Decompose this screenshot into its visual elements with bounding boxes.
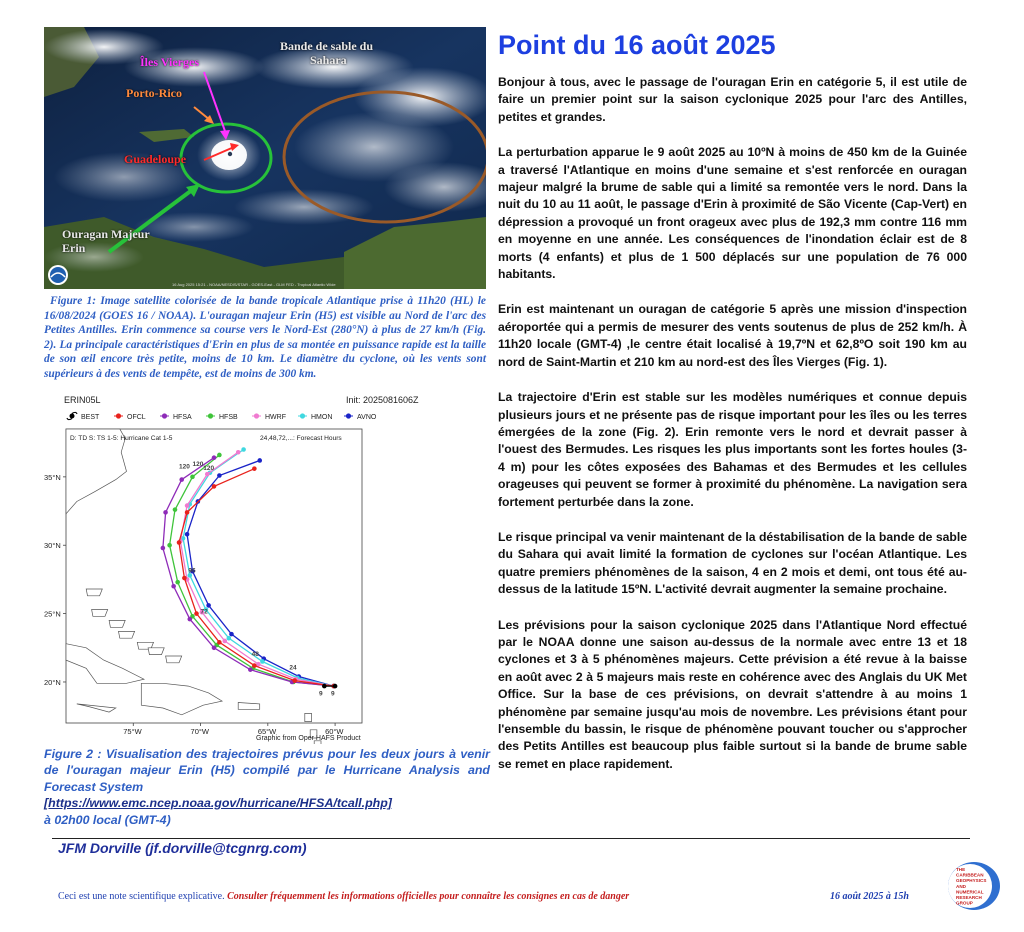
track-point-ofcl [252, 663, 257, 668]
label-erin: Erin [62, 241, 86, 255]
chart-init: Init: 2025081606Z [346, 395, 419, 405]
figure1-caption [44, 294, 486, 382]
logo-text-line: GEOPHYSICS [956, 878, 987, 884]
legend-marker-hfsb [208, 413, 213, 418]
article-title: Point du 16 août 2025 [498, 30, 776, 60]
article-paragraph-forecast: Les prévisions pour la saison cyclonique 2025 dans l'Atlantique Nord effectué par le NOAA donne une saison au-dessus de la normale avec entre 13 et 18 cyclones et 3 à 5 phénomènes majeurs. Cette prévision a été revue à la baisse en août avec 2 à 5 majeurs mais reste en cohérence avec des Anglais du UK Met Office. Sur la base de ces prévisions, on devrait s'attendre à au moins 1 phénomène par semaine jusqu'au mois de novembre. Les prévisions étant pour l'ensemble du bassin, le risque de phénomène pouvant toucher ou s'approcher des Petits Antilles est beaucoup plus faible surtout si la bande de brume sable se remet en place rapidement. [498, 617, 967, 771]
footer-warning: Consulter fréquemment les informations officielles pour connaître les consignes en cas de danger [227, 891, 630, 902]
footer-note: Ceci est une note scientifique explicative. [58, 891, 225, 902]
track-point-hfsb [217, 453, 222, 458]
track-point-ofcl [217, 640, 222, 645]
land-bahamas-3 [119, 631, 135, 638]
track-annotation-4: 96 [188, 567, 196, 575]
track-point-best [333, 684, 338, 689]
legend-label-hfsa: HFSA [173, 414, 192, 421]
track-point-hwrf [185, 503, 190, 508]
chart-credit: Graphic from Oper HAFS Product [256, 735, 361, 742]
track-point-hfsa [212, 455, 217, 460]
article-paragraph-genesis: La perturbation apparue le 9 août 2025 au 10ºN à moins de 450 km de la Guinée a traversé l'Atlantique en moins d'une semaine et s'est renforcée en ouragan majeur malgré la brume de sable qui a limité sa remontée vers le nord. Dans la nuit du 10 au 11 août, le passage d'Erin à proximité de São Vicente (Cap-Vert) en dépression a provoqué un front orageux avec plus de 192,3 mm contre 116 mm en moyenne en une année. Les conséquences de l'inondation éclair est de 8 morts (4 enfants) et plus de 1 500 déplacés sur une population de 76 000 habitants. [498, 145, 967, 282]
legend-hurricane-icon [67, 412, 77, 419]
satellite-credit: 16 Aug 2025 15:21 - NOAA/NESDIS/STAR - GOES-East - GLM FED - Tropical Atlantic Wide [172, 282, 336, 287]
figure2-caption-text: Figure 2 : Visualisation des trajectoires prévus pour les deux jours à venir de l'ouragan majeur Erin (H5) compilé par le Hurricane Analysis and Forecast System [44, 747, 490, 794]
figure2-time: à 02h00 local (GMT-4) [44, 812, 171, 827]
track-point-hfsa [187, 617, 192, 622]
figure1-caption-text: Figure 1: Image satellite colorisée de la bande tropicale Atlantique prise à 11h20 (HL) le 16/08/2024 (GOES 16 / NOAA). L'ouragan majeur Erin (H5) est visible au Nord de l'arc des Petites Antilles. Erin commence sa course vers le Nord-Est (280°N) à plus de 27 km/h (Fig. 2). La principale caractéristiques d'Erin en plus de sa montée en puissance rapide est la taille de son œil encore très petite, moins de 10 km. Le diamètre du cyclone, où les vents sont supérieurs à des vents de tempête, est de moins de 300 km. [44, 295, 486, 380]
legend-label-hwrf: HWRF [265, 414, 286, 421]
logo-text-line: THE [956, 867, 966, 872]
legend-label-hmon: HMON [311, 414, 333, 421]
chart-key-left: D: TD S: TS 1-5: Hurricane Cat 1-5 [70, 435, 173, 442]
legend-label-hfsb: HFSB [219, 414, 238, 421]
track-annotation-0: 120 [179, 463, 190, 471]
track-point-ofcl [252, 466, 257, 471]
x-tick-label-1: 70°W [190, 727, 209, 736]
legend-label-avno: AVNO [357, 414, 377, 421]
track-point-ofcl [292, 678, 297, 683]
legend-marker-hfsa [162, 413, 167, 418]
track-point-hfsa [161, 546, 166, 551]
track-point-hwrf [222, 639, 227, 644]
track-annotation-5: 48 [251, 650, 259, 658]
track-point-ofcl [194, 611, 199, 616]
track-point-avno [185, 532, 190, 537]
track-point-avno [229, 632, 234, 637]
author-email[interactable]: JFM Dorville (jf.dorville@tcgnrg.com) [58, 840, 307, 856]
x-tick-label-3: 60°W [325, 727, 344, 736]
logo-text-line: NUMERICAL [956, 889, 984, 895]
track-point-best [322, 684, 327, 689]
track-annotation-3: 72 [200, 608, 208, 616]
track-annotation-8: 9 [331, 690, 335, 698]
legend-label-ofcl: OFCL [127, 414, 146, 421]
logo-text-line: AND [956, 883, 966, 889]
land-antilles-0 [305, 713, 312, 721]
land-puerto-rico [238, 703, 260, 710]
figure2-caption [44, 746, 490, 828]
track-point-hmon [227, 636, 232, 641]
track-point-avno [257, 458, 262, 463]
y-tick-label-0: 20°N [44, 677, 61, 687]
y-tick-label-1: 25°N [44, 609, 61, 619]
track-point-hfsb [190, 475, 195, 480]
track-point-hmon [260, 659, 265, 664]
chart-legend [67, 412, 377, 421]
track-point-hmon [241, 447, 246, 452]
label-ouragan-majeur: Ouragan Majeur [62, 227, 150, 241]
track-annotation-1: 120 [192, 460, 204, 468]
track-point-hfsa [248, 667, 253, 672]
y-tick-label-2: 30°N [44, 541, 61, 551]
legend-marker-avno [346, 413, 351, 418]
x-tick-label-0: 75°W [123, 727, 142, 736]
footer [58, 891, 938, 902]
track-point-ofcl [182, 576, 187, 581]
track-annotation-7: 9 [318, 690, 323, 698]
article-paragraph-status: Erin est maintenant un ouragan de catégorie 5 après une mission d'inspection aéroportée qui a permis de mesurer des vents soutenus de plus de 252 km/h. À 11h20 locale (GMT-4) ,le centre était localisé à 19,7ºN et 62,8ºO soit 190 km au nord de Saint-Martin et 210 km au nord-est des Îles Vierges (Fig. 1). [498, 302, 967, 369]
hurricane-erin-icon [197, 129, 261, 181]
legend-marker-ofcl [116, 413, 121, 418]
track-annotation-6: 24 [289, 664, 297, 672]
article-paragraph-trajectory: La trajectoire d'Erin est stable sur les modèles numériques et connue depuis plusieurs jours et ne présente pas de risque important pour les îles ou les terres émergées de la zone (Fig. 2). Erin remonte vers le nord et devrait passer à l'ouest des Bermudes. Les risques les plus importants sont les fortes houles (3-4 m) pour les côtes exposées des Bahamas et des Bermudes et les cellules orageuses qui peuvent se former à proximité du phénomène. La navigation sera fortement perturbée dans la zone. [498, 390, 967, 509]
label-porto-rico: Porto-Rico [126, 86, 182, 100]
noaa-logo-icon [48, 265, 68, 285]
track-point-hfsa [212, 645, 217, 650]
label-iles-vierges: Îles Vierges [140, 55, 199, 69]
track-point-hwrf [205, 472, 210, 477]
chart-key-right: 24,48,72,...: Forecast Hours [260, 435, 342, 442]
label-guadeloupe: Guadeloupe [124, 152, 187, 166]
track-point-hwrf [236, 450, 241, 455]
track-chart [44, 392, 486, 744]
label-sahara: Sahara [310, 53, 347, 67]
logo-text-line: RESEARCH [956, 895, 982, 900]
track-point-hfsb [175, 580, 180, 585]
legend-marker-hwrf [254, 413, 259, 418]
track-point-avno [217, 473, 222, 478]
land-bahamas-2 [109, 620, 125, 627]
logo-text-line: GROUP [956, 900, 973, 906]
land-bahamas-0 [86, 589, 102, 596]
figure2-source-link[interactable]: [https://www.emc.ncep.noaa.gov/hurricane/HFSA/tcall.php] [44, 796, 392, 811]
legend-marker-hmon [300, 413, 305, 418]
article [498, 28, 967, 791]
track-point-hfsb [173, 507, 178, 512]
logo-text-line: CARIBBEAN [956, 872, 984, 878]
legend-label-best: BEST [81, 414, 100, 421]
x-tick-label-2: 65°W [257, 727, 277, 736]
track-point-hfsb [167, 543, 172, 548]
land-bahamas-6 [166, 656, 182, 663]
track-point-ofcl [185, 510, 190, 515]
land-bahamas-5 [148, 648, 164, 655]
footer-date: 16 août 2025 à 15h [830, 891, 909, 902]
label-bande-sable: Bande de sable du [280, 39, 374, 53]
track-point-ofcl [177, 540, 182, 545]
track-point-avno [206, 603, 211, 608]
satellite-image [44, 27, 486, 289]
chart-storm-id: ERIN05L [64, 395, 101, 405]
article-paragraph-risk: Le risque principal va venir maintenant de la déstabilisation de la bande de sable du Sahara qui avait limité la formation de cyclones sur l'océan Atlantique. Les quatre premiers phénomènes de la saison, 4 en 2 mois et demi, ont tous été au-dessus de la latitude 15ºN. L'activité devrait augmenter la semaine prochaine. [498, 529, 967, 597]
article-paragraph-intro: Bonjour à tous, avec le passage de l'ouragan Erin en catégorie 5, il est utile de faire un premier point sur la saison cyclonique 2025 pour l'arc des Antilles, petites et grandes. [498, 75, 967, 124]
track-point-hfsa [163, 510, 168, 515]
footer-divider [52, 838, 970, 839]
track-point-hfsa [171, 584, 176, 589]
research-group-logo-icon [944, 858, 1000, 914]
track-annotation-2: 120 [203, 465, 215, 473]
track-point-ofcl [212, 484, 217, 489]
track-point-hfsa [179, 477, 184, 482]
y-tick-label-3: 35°N [44, 472, 61, 482]
land-bahamas-1 [92, 610, 108, 617]
